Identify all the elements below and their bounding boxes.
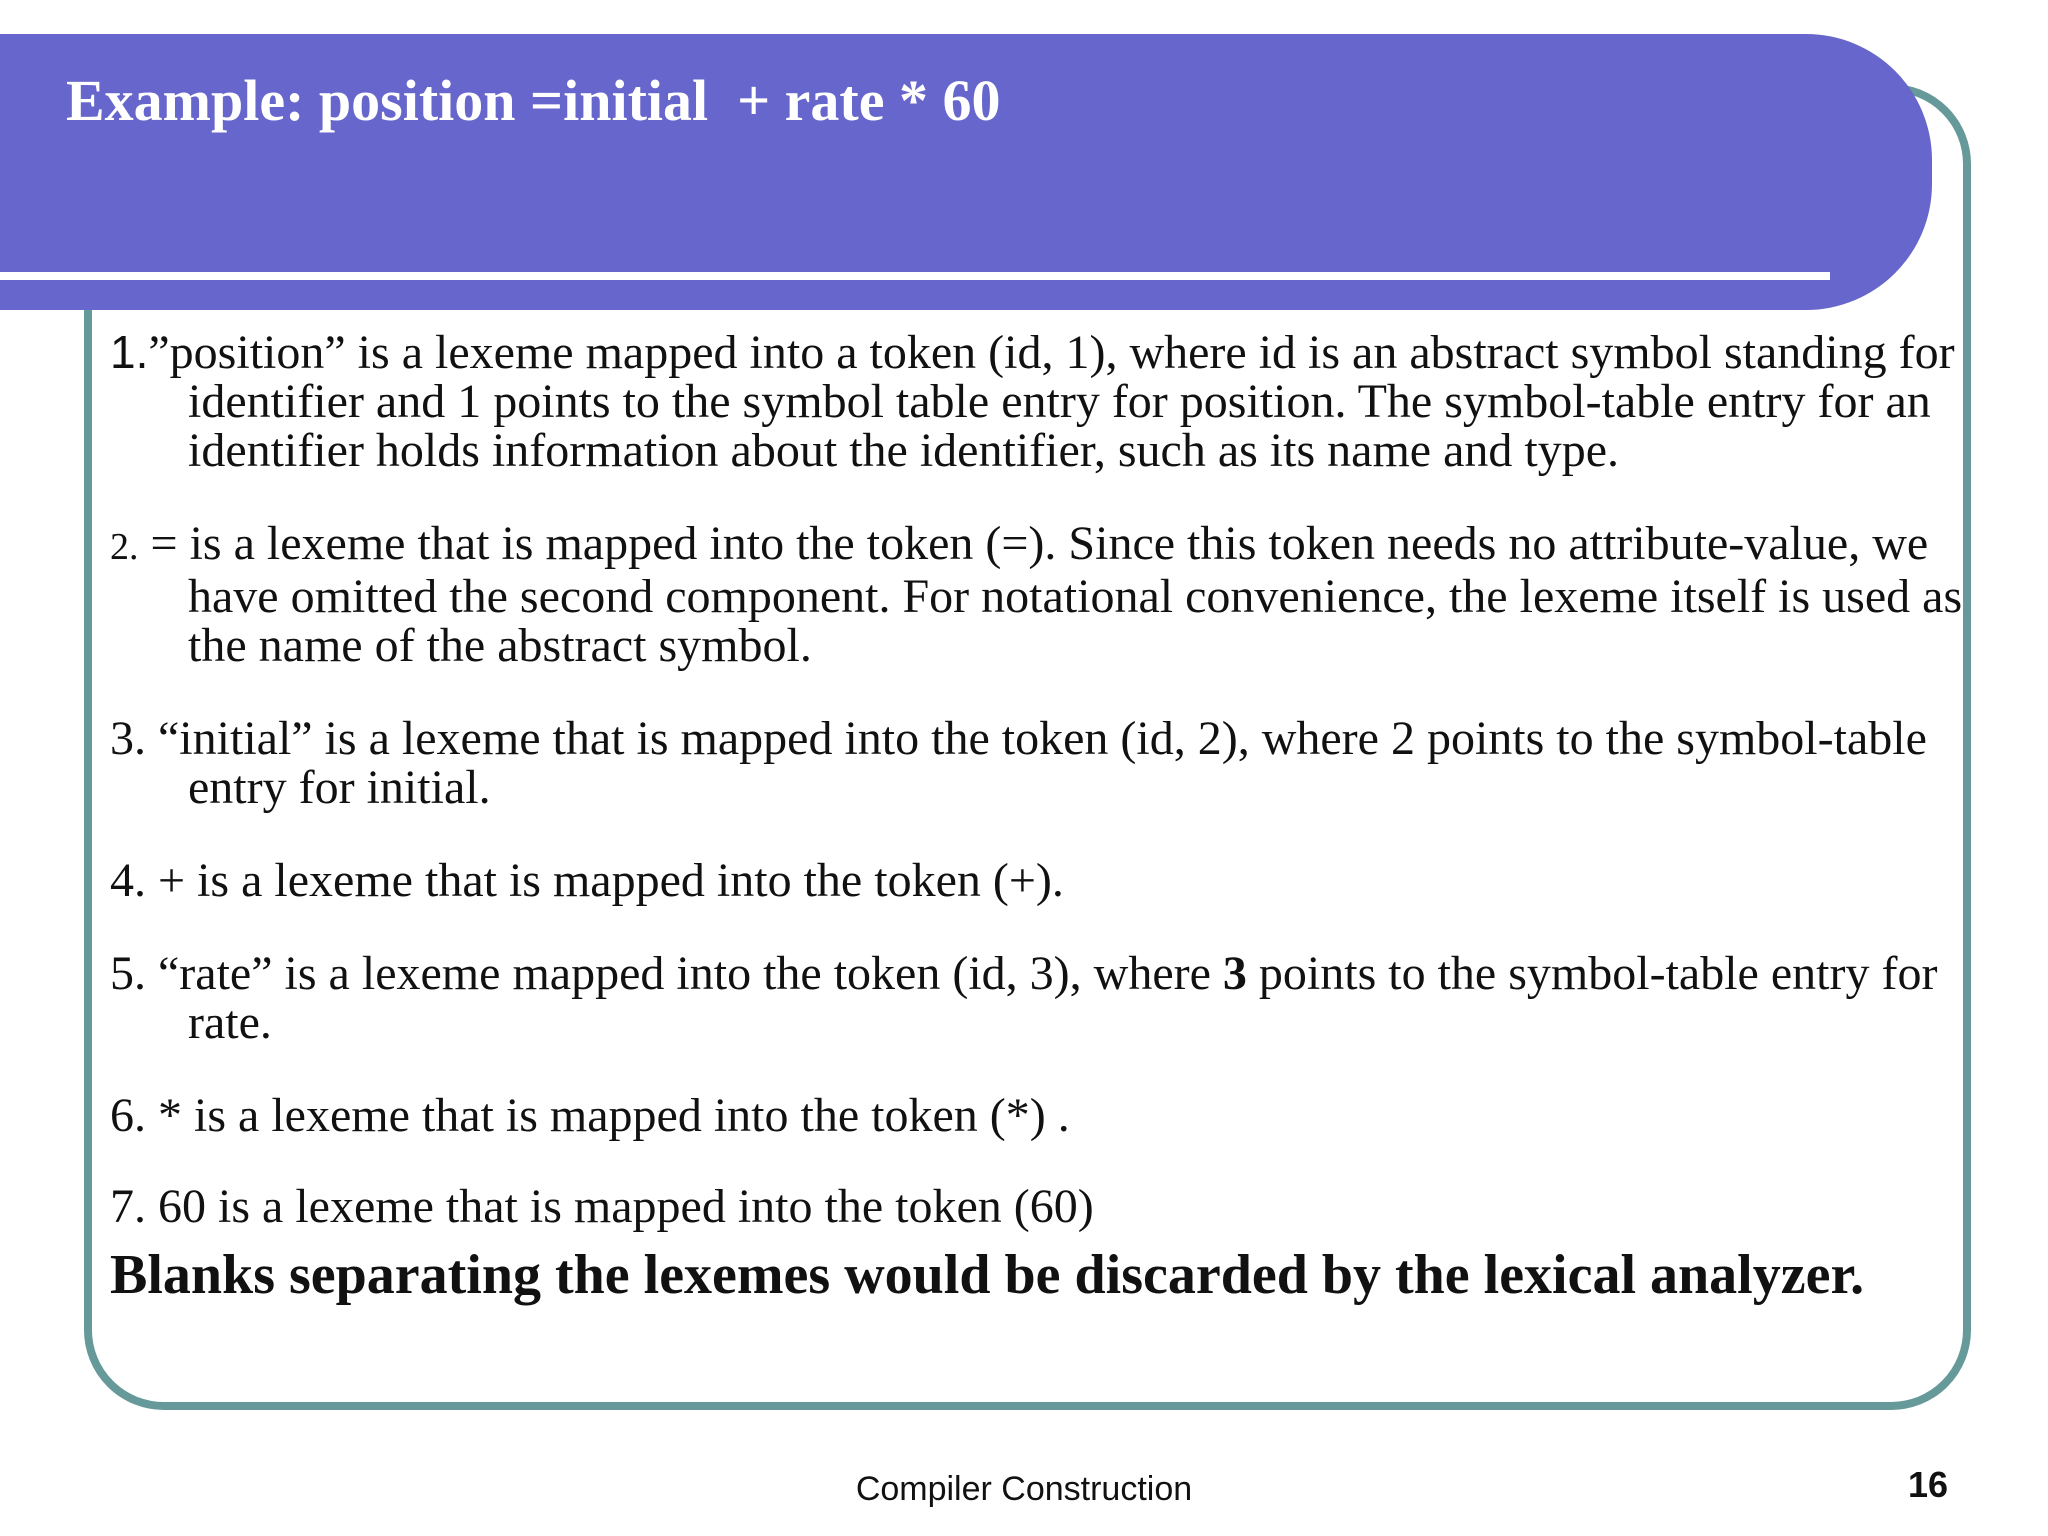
list-item-number: 4. bbox=[110, 854, 146, 907]
list-item-text: = is a lexeme that is mapped into the token (=). Since this token needs no attribute-value, we have omitted the second component. For notational convenience, the lexeme itself is used as the name of the abstract symbol. bbox=[138, 517, 1963, 672]
list-item-text: 60 is a lexeme that is mapped into the token (60) bbox=[146, 1180, 1094, 1233]
list-item-text: “initial” is a lexeme that is mapped into the token (id, 2), where 2 points to the symbol-table entry for initial. bbox=[146, 712, 1927, 814]
list-item-3 bbox=[110, 714, 1970, 812]
list-item-number: 3. bbox=[110, 712, 146, 765]
list-item-5 bbox=[110, 949, 1970, 1047]
list-item-text: ”position” is a lexeme mapped into a token (id, 1), where id is an abstract symbol standing for identifier and 1 points to the symbol table entry for position. The symbol-table entry for an identifier holds information about the identifier, such as its name and type. bbox=[148, 326, 1955, 477]
list-item-4 bbox=[110, 856, 1970, 905]
title-underline bbox=[0, 272, 1830, 280]
list-item-text: + is a lexeme that is mapped into the token (+). bbox=[146, 854, 1064, 907]
list-item-number: 7. bbox=[110, 1180, 146, 1233]
list-item-1 bbox=[110, 328, 1970, 475]
list-item-7 bbox=[110, 1182, 1970, 1231]
summary-text: Blanks separating the lexemes would be discarded by the lexical analyzer. bbox=[110, 1244, 1865, 1306]
list-item-number: 1. bbox=[110, 326, 149, 378]
list-item-6 bbox=[110, 1091, 1970, 1140]
page-number: 16 bbox=[1907, 1464, 1948, 1505]
list-item-bold-text: 3 bbox=[1222, 947, 1247, 1000]
footer-course-name: Compiler Construction bbox=[855, 1470, 1193, 1508]
slide-content bbox=[110, 328, 1970, 1307]
list-item-text: “rate” is a lexeme mapped into the token (id, 3), where bbox=[146, 947, 1223, 1000]
list-item-2 bbox=[110, 519, 1970, 670]
slide-title: Example: position =initial + rate * 60 bbox=[66, 68, 1001, 133]
list-item-number: 5. bbox=[110, 947, 146, 1000]
list-item-text: * is a lexeme that is mapped into the token (*) . bbox=[146, 1089, 1070, 1142]
list-item-number: 6. bbox=[110, 1089, 146, 1142]
list-item-text: points to the symbol-table entry for rate. bbox=[188, 947, 1938, 1049]
list-item-number: 2. bbox=[110, 526, 139, 568]
